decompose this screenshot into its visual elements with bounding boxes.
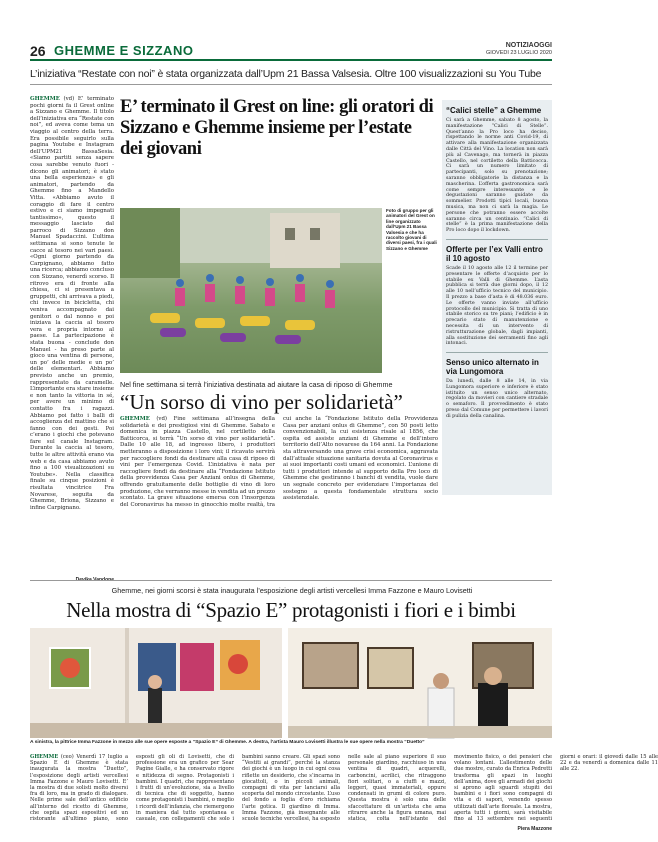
divider bbox=[30, 580, 552, 581]
brief2-title: Offerte per l’ex Valli entro il 10 agosto bbox=[446, 244, 543, 263]
article3-kicker: Ghemme, nei giorni scorsi è stata inaugurata l’esposizione degli artisti vercellesi Imma Fazzone e Mauro Lovisetti bbox=[111, 586, 473, 595]
divider bbox=[30, 84, 552, 85]
article2-body bbox=[120, 416, 438, 571]
photo-illustration bbox=[120, 208, 382, 373]
article1-lead: GHEMME bbox=[30, 96, 60, 102]
page-header bbox=[30, 43, 552, 61]
newspaper-brand bbox=[486, 42, 552, 56]
exhibition-photo-left bbox=[30, 628, 282, 738]
issue-date: GIOVEDI 23 LUGLIO 2020 bbox=[485, 49, 552, 56]
article1-title: E’ terminato il Grest on line: gli oratori di Sizzano e Ghemme insieme per l’estate dei giovani bbox=[120, 97, 434, 159]
article1-text: (vd) E’ terminato pochi giorni fa il Grest online a Sizzano e Ghemme. Il titolo dell’iniziativa era “Restate con noi”, ed aveva come tema un viaggio al centro della terra. Era possibile seguirlo sulla pagina Youtube e Instagram dell’UPM21 BassaSesia. «Siamo partiti senza sapere cosa sarebbe venuto fuori - dicono gli animatori; è stato una bella esperienza» e gli animatori, partendo da Ghemme fino a Mandello Vitta. «Abbiamo avuto il coraggio di fare il centro estivo e ci siamo impegnati tantissimo», questo il messaggio lasciato dal parroco di Sizzano don Manuel Spadaccini. L’ultima settimana si sono tenute le cacce al tesoro nei vari paesi. «Ogni giorno partendo da Carpignano, abbiamo fatto una ricerca; abbiamo concluso con Sizzano, venerdì scorso. Il ritrovo era di fronte alla chiesa, ci si presentava a gruppetti, chi arrivava a piedi, chi invece in bicicletta, chi veniva accompagnato dai genitori o dal nonno e poi iniziava la caccia al tesoro vera e propria intorno al paese. La partecipazione è stata buona - conclude don Manuel - ha preso parte al gioco una ventina di persone, un po’ delle medie e un po’ delle elementari. Abbiamo previsto anche un premio, rappresentato da caramelle. L’importante era stare insieme e non tanto la vittoria in sé, per avere un minimo di contatto fra i ragazzi. Abbiamo poi fatto i balli di accoglienza del mattino che si fanno con dei gesti. Poi c’erano i giochi che potevano fare sul canale Instagram. Durante la caccia al tesoro, tutte le altre attività erano via web e da casa abbiamo avuto fino a 100 visualizzazioni su Youtube». Nella classifica finale su cinque posizioni è risultata vincitrice Fra Novarese, seguita da Ghemme, Briona, Sizzano e infine Carpignano. bbox=[30, 96, 115, 511]
brief1-body: Ci sarà a Ghemme, sabato 8 agosto, la manifestazione “Calici di Stelle”. Quest’anno la Pro loco ha deciso, rispettando le norme anti Covid-19, di attivare alla manifestazione organizzata dalle Città del Vino. La location non sarà più al Cavenago, ma tornerà in piazza Castello, nel cortiletto della Batticocca. Ci sarà un numero limitato di partecipanti, solo su prenotazione; saranno obbligatorie la distanza e la mascherina. L’offerta gastronomica sarà come sempre interessante e le degustazioni saranno guidate da sommelier. Prodotti tipici locali, buona musica, ma non ci sarà la magia. Le persone che potranno essere accolte saranno circa un centinaio. “Calici di stelle” è la prima manifestazione della Pro loco dopo il lockdown. bbox=[446, 118, 548, 234]
brief3-body: Da lunedì, dalle 8 alle 14, in via Lungomora superiore e inferiore è stato istituito un senso unico alternato, regolato da movieri con cantiere stradale o semaforo. Il provvedimento è stato preso dal Comune per permettere i lavori di pulizia della canalina. bbox=[446, 379, 548, 419]
article3-lead: GHEMME bbox=[30, 754, 59, 760]
article2-kicker: Nel fine settimana si terrà l’iniziativa destinata ad aiutare la casa di riposo di Ghemme bbox=[120, 380, 393, 389]
top-headline: L’iniziativa “Restate con noi” è stata organizzata dall’Upm 21 Bassa Valsesia. Oltre 100 visualizzazioni su You Tube bbox=[30, 68, 542, 80]
exhibition-photo-right bbox=[288, 628, 552, 738]
brief1-title: “Calici stelle” a Ghemme bbox=[446, 106, 542, 115]
brand-name: NOTIZIAOGGI bbox=[505, 42, 552, 49]
sidebar-briefs bbox=[442, 100, 552, 495]
brief2-body: Scade il 10 agosto alle 12 il termine per presentare le offerte d’acquisto per lo stabile ex Valli di Ghemme. L’asta pubblica si terrà due giorni dopo, il 12 alle 10 nell’ufficio tecnico del municipio. Il prezzo a base d’asta è di 48.036 euro. Le offerte vanno inviate all’ufficio protocollo del municipio. Si tratta di uno stabile storico su tre piani; l’edificio è in precario stato di manutenzione e necessita di un intervento di ristrutturazione globale, dagli impianti, alla sostituzione dei serramenti fino agli intonaci. bbox=[446, 265, 548, 347]
grest-group-photo bbox=[120, 208, 382, 373]
exhibition-right-illustration bbox=[288, 628, 552, 738]
section-title: GHEMME E SIZZANO bbox=[54, 43, 194, 58]
article2-text: (vd) Fine settimana all’insegna della solidarietà e dei prestigiosi vini di Ghemme. Sabato e domenica in piazza Castello, nel cortiletto della Batticorca, si terrà “Un sorso di vino per solidarietà”. Dalle 10 alle 18, ad ingresso libero, i produttori metteranno a disposizione i loro vini; il ricavato servirà per raccogliere fondi da destinare alla casa di riposo di vini per l’emergenza Covid. L’iniziativa è nata per raccogliere fondi da destinare alla “Fondazione Istituto della provvidenza Casa per Anziani onlus di Ghemme, offrendo gratuitamente delle bottiglie di vino di loro produzione, che verranno messe in vendita ad un prezzo scontato. La grave situazione emersa con l’insorgenza del Coronavirus ha messo in ginocchio molte realtà, tra cui anche la “Fondazione Istituto della Provvidenza Casa per anziani onlus di Ghemme”, con 50 posti letto convenzionabili, la cui esistenza risale al 1856, che ospita ed assiste anziani di Ghemme e dell’intero territorio dell’Alto novarese da 164 anni. La Fondazione sta attraversando una grave crisi economica, aggravata dall’attuale situazione sanitaria dovuta al Coronavirus e ai suoi importanti costi umani ed economici. L’unione di tutti i produttori intende al supporto della Pro loco di Ghemme che gestiranno i banchi di vendita, vuole dare un segnale concreto per evidenziare l’importanza del sostegno a questa fondamentale struttura socio assistenziale. bbox=[120, 416, 438, 508]
article1-body bbox=[30, 96, 114, 574]
article3-signature: Piera Mazzone bbox=[517, 826, 552, 832]
article3-text: (ceo) Venerdì 17 luglio a Spazio E di Ghemme è stata inaugurata la mostra “Duetto”, l’esposizione degli artisti vercellesi Imma Fazzone e Mauro Lovisetti. E’ la mostra di due solisti molto diversi fra di loro, ma in grado di dialogare. Nelle prime sale dell’antico edificio all’interno del ricetto di Ghemme, che ospita spazi espositivi ed un ristorante all’ultimo piano, sono esposti gli oli di Lovisetti, che di professione era un grafico per Sear Pagine Gialle, e ha conservato rigore e nitidezza di segno. Protagonisti i bambini. I quadri, che rappresentano i frutti di un’evoluzione, sia a livello di tecnica che di soggetto, hanno come protagonisti i bambini, o meglio i ricordi dell’infanzia, che riemergono in maniera dal tutto spontanea e casuale, con collegamenti che solo i bambini sanno creare. Gli spazi sono “Vestiti ai grandi”, perché la stanza dei giochi è un luogo in cui ogni cosa riflette un desiderio, che s’incarna in giocattoli, o in piccoli animali, compagni di vita per lanciarsi alla scoperta del mondo circostante. L’uso del fondo a foglia d’oro richiama l’arte gotica. Il giardino di Imma. Imma Fazzone, già insegnante alle scuole tecniche vercellesi, ha esposto nelle sale al piano superiore il suo personale giardino, racchiuso in una ventina di quadri, acquerelli, carboncini, acrilici, che ritraggono fiori solitari, o a ciuffi e mazzi, leggeri, quasi immateriali, oppure condensati in grumi di colore puro. Questa mostra è solo una delle sfaccettature di un’artista che ama ritrarre anche la figura umana, mai statica, colta nell’istante del movimento fisico, o dei pensieri che volano lontani. L’allestimento delle due mostre, curato da Enrica Pedretti trasforma gli spazi in luoghi dell’anima, dove gli armadi dei giochi si aprono agli sguardi stupiti dei bambini e i fiori sono compagni di vita e di sapori, venendo spesso utilizzati dall’arte floreale. La mostra, aperta tutti i giorni, sarà visitabile fino al 13 settembre nei seguenti giorni e orari: il giovedì dalle 15 alle 22 e da venerdì a domenica dalle 11 alle 22. bbox=[30, 754, 658, 823]
exhibition-left-illustration bbox=[30, 628, 282, 738]
article3-title: Nella mostra di “Spazio E” protagonisti i fiori e i bimbi bbox=[66, 598, 516, 622]
article2-lead: GHEMME bbox=[120, 416, 150, 422]
sidebar-divider bbox=[446, 239, 548, 240]
sidebar-divider bbox=[446, 352, 548, 353]
article3-photo-caption: A sinistra, la pittrice Imma Fazzone in mezzo alle sue opere esposte a “Spazio E” di Ghemme. A destra, l’artista Mauro Lovisetti illustra le sue opere nella mostra “Duetto” bbox=[30, 740, 425, 745]
article2-title: “Un sorso di vino per solidarietà” bbox=[120, 390, 403, 414]
page-number: 26 bbox=[30, 43, 46, 59]
article3-body bbox=[30, 754, 658, 824]
brief3-title: Senso unico alternato in via Lungomora bbox=[446, 358, 539, 377]
article1-photo-caption: Foto di gruppo per gli animatori del Grest on line organizzato dall’Upm 21 Bassa Valsesia e che ha raccolto giovani di diversi paesi, fra i quali Sizzano e Ghemme bbox=[386, 208, 437, 251]
article1-signature: Devika Vandone bbox=[75, 577, 114, 583]
